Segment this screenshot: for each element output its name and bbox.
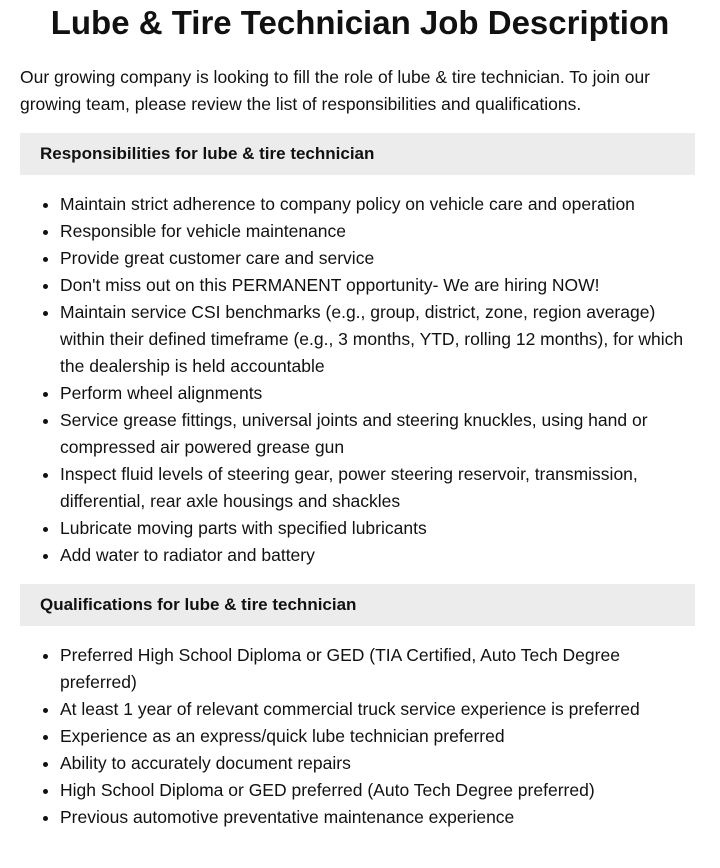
qualifications-list <box>0 642 700 831</box>
list-item: • Add water to radiator and battery <box>60 542 700 569</box>
responsibilities-heading: Responsibilities for lube & tire technician <box>20 133 695 175</box>
list-item: • At least 1 year of relevant commercial truck service experience is preferred <box>60 696 700 723</box>
list-item: • Inspect fluid levels of steering gear, power steering reservoir, transmission, differential, rear axle housings and shackles <box>60 461 700 515</box>
list-item: • Lubricate moving parts with specified lubricants <box>60 515 700 542</box>
list-item: • Ability to accurately document repairs <box>60 750 700 777</box>
list-item: • Responsible for vehicle maintenance <box>60 218 700 245</box>
list-item: • Provide great customer care and service <box>60 245 700 272</box>
list-item: • Service grease fittings, universal joints and steering knuckles, using hand or compressed air powered grease gun <box>60 407 700 461</box>
list-item: • High School Diploma or GED preferred (Auto Tech Degree preferred) <box>60 777 700 804</box>
qualifications-heading: Qualifications for lube & tire technician <box>20 584 695 626</box>
intro-text: Our growing company is looking to fill the role of lube & tire technician. To join our growing team, please review the list of responsibilities and qualifications. <box>20 67 651 114</box>
list-item: • Preferred High School Diploma or GED (TIA Certified, Auto Tech Degree preferred) <box>60 642 700 696</box>
list-item: • Previous automotive preventative maintenance experience <box>60 804 700 831</box>
list-item: • Experience as an express/quick lube technician preferred <box>60 723 700 750</box>
list-item: • Perform wheel alignments <box>60 380 700 407</box>
responsibilities-list <box>0 191 700 569</box>
page-title: Lube & Tire Technician Job Description <box>50 4 670 41</box>
list-item: • Don't miss out on this PERMANENT opportunity- We are hiring NOW! <box>60 272 700 299</box>
list-item: • Maintain strict adherence to company policy on vehicle care and operation <box>60 191 700 218</box>
list-item: • Maintain service CSI benchmarks (e.g., group, district, zone, region average) within their defined timeframe (e.g., 3 months, YTD, rolling 12 months), for which the dealership is held accountable <box>60 299 700 380</box>
